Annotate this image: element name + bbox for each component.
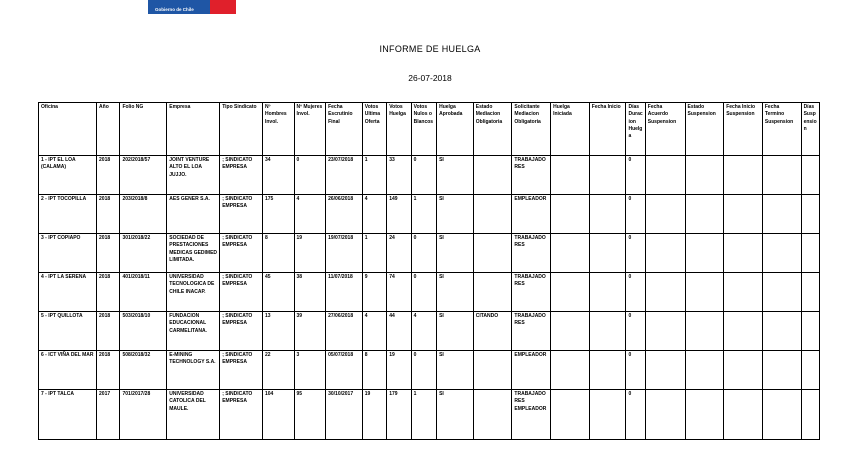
cell-fecha-inicio	[589, 312, 626, 351]
cell-huelga-aprobada: SI	[437, 234, 474, 273]
cell-fecha-inicio-suspension	[724, 156, 763, 195]
cell-votos-ultima-oferta: 8	[362, 351, 386, 390]
cell-mujeres: 19	[294, 234, 326, 273]
cell-solicitante-mediacion: EMPLEADOR	[512, 195, 551, 234]
cell-fecha-escrutinio: 23/07/2018	[326, 156, 363, 195]
cell-mujeres: 39	[294, 312, 326, 351]
cell-estado-mediacion	[473, 351, 512, 390]
col-header: Días Duracion Huelga	[626, 103, 645, 156]
cell-votos-ultima-oferta: 1	[362, 156, 386, 195]
cell-dias-duracion: 0	[626, 273, 645, 312]
cell-fecha-inicio-suspension	[724, 390, 763, 440]
cell-estado-mediacion: CITANDO	[473, 312, 512, 351]
col-header: Fecha Escrutinio Final	[326, 103, 363, 156]
cell-estado-suspension	[685, 156, 724, 195]
cell-huelga-aprobada: SI	[437, 156, 474, 195]
cell-tipo-sindicato: ; SINDICATO EMPRESA	[220, 195, 263, 234]
cell-empresa: AES GENER S.A.	[167, 195, 220, 234]
cell-hombres: 45	[262, 273, 294, 312]
report-date: 26-07-2018	[408, 73, 452, 83]
cell-dias-suspension	[801, 195, 819, 234]
cell-ano: 2018	[97, 351, 120, 390]
cell-estado-mediacion	[473, 273, 512, 312]
col-header: Días Suspension	[801, 103, 819, 156]
cell-solicitante-mediacion: TRABAJADORES	[512, 273, 551, 312]
cell-fecha-inicio-suspension	[724, 312, 763, 351]
col-header: Huelga Iniciada	[551, 103, 590, 156]
cell-solicitante-mediacion: TRABAJADORES EMPLEADOR	[512, 390, 551, 440]
cell-huelga-aprobada: SI	[437, 351, 474, 390]
cell-dias-suspension	[801, 312, 819, 351]
cell-estado-suspension	[685, 390, 724, 440]
cell-estado-suspension	[685, 273, 724, 312]
cell-votos-huelga: 74	[387, 273, 411, 312]
cell-tipo-sindicato: ; SINDICATO EMPRESA	[220, 156, 263, 195]
cell-fecha-termino-suspension	[762, 351, 801, 390]
cell-oficina: 4 - IPT LA SERENA	[39, 273, 97, 312]
table-row	[39, 273, 820, 312]
cell-estado-mediacion	[473, 195, 512, 234]
cell-folio: 203/2018/8	[120, 195, 167, 234]
cell-votos-ultima-oferta: 9	[362, 273, 386, 312]
cell-hombres: 13	[262, 312, 294, 351]
cell-fecha-inicio	[589, 273, 626, 312]
cell-hombres: 8	[262, 234, 294, 273]
table-row	[39, 312, 820, 351]
table-row	[39, 195, 820, 234]
cell-folio: 503/2018/10	[120, 312, 167, 351]
cell-votos-huelga: 44	[387, 312, 411, 351]
cell-dias-suspension	[801, 390, 819, 440]
cell-fecha-escrutinio: 26/06/2018	[326, 195, 363, 234]
cell-fecha-acuerdo-suspension	[645, 312, 685, 351]
table-row	[39, 234, 820, 273]
cell-huelga-aprobada: SI	[437, 195, 474, 234]
strike-report-table	[38, 102, 820, 440]
col-header: Votos Huelga	[387, 103, 411, 156]
col-header: Tipo Sindicato	[220, 103, 263, 156]
col-header: Huelga Aprobada	[437, 103, 474, 156]
col-header: Folio NG	[120, 103, 167, 156]
cell-ano: 2018	[97, 195, 120, 234]
cell-folio: 301/2018/22	[120, 234, 167, 273]
cell-huelga-iniciada	[551, 273, 590, 312]
cell-votos-huelga: 24	[387, 234, 411, 273]
cell-fecha-termino-suspension	[762, 156, 801, 195]
cell-huelga-iniciada	[551, 156, 590, 195]
table-row	[39, 156, 820, 195]
cell-fecha-inicio	[589, 156, 626, 195]
cell-dias-suspension	[801, 351, 819, 390]
cell-oficina: 7 - IPT TALCA	[39, 390, 97, 440]
cell-estado-mediacion	[473, 234, 512, 273]
cell-dias-duracion: 0	[626, 156, 645, 195]
cell-votos-huelga: 19	[387, 351, 411, 390]
cell-dias-suspension	[801, 273, 819, 312]
cell-fecha-termino-suspension	[762, 273, 801, 312]
cell-fecha-acuerdo-suspension	[645, 234, 685, 273]
col-header: Votos Nulos o Blancos	[411, 103, 436, 156]
cell-votos-ultima-oferta: 4	[362, 195, 386, 234]
cell-votos-huelga: 179	[387, 390, 411, 440]
cell-mujeres: 0	[294, 156, 326, 195]
cell-votos-nulos: 1	[411, 390, 436, 440]
gobierno-logo	[148, 0, 236, 14]
cell-votos-nulos: 1	[411, 195, 436, 234]
cell-oficina: 5 - IPT QUILLOTA	[39, 312, 97, 351]
cell-tipo-sindicato: ; SINDICATO EMPRESA	[220, 312, 263, 351]
cell-folio: 508/2018/32	[120, 351, 167, 390]
cell-ano: 2017	[97, 390, 120, 440]
cell-estado-suspension	[685, 195, 724, 234]
cell-hombres: 34	[262, 156, 294, 195]
col-header: Solicitante Mediacion Obligatoria	[512, 103, 551, 156]
cell-votos-ultima-oferta: 19	[362, 390, 386, 440]
cell-fecha-escrutinio: 05/07/2018	[326, 351, 363, 390]
cell-solicitante-mediacion: TRABAJADORES	[512, 312, 551, 351]
cell-fecha-inicio	[589, 234, 626, 273]
cell-oficina: 3 - IPT COPIAPO	[39, 234, 97, 273]
cell-fecha-termino-suspension	[762, 195, 801, 234]
cell-fecha-escrutinio: 27/06/2018	[326, 312, 363, 351]
cell-empresa: E-MINING TECHNOLOGY S.A.	[167, 351, 220, 390]
cell-huelga-aprobada: SI	[437, 273, 474, 312]
cell-folio: 202/2018/57	[120, 156, 167, 195]
cell-fecha-acuerdo-suspension	[645, 195, 685, 234]
cell-huelga-iniciada	[551, 351, 590, 390]
cell-fecha-inicio	[589, 195, 626, 234]
cell-empresa: UNIVERSIDAD TECNOLOGICA DE CHILE INACAP.	[167, 273, 220, 312]
cell-ano: 2018	[97, 273, 120, 312]
cell-votos-nulos: 4	[411, 312, 436, 351]
logo-text: Gobierno de Chile	[148, 0, 210, 14]
cell-votos-ultima-oferta: 1	[362, 234, 386, 273]
cell-folio: 701/2017/28	[120, 390, 167, 440]
cell-dias-suspension	[801, 234, 819, 273]
cell-votos-ultima-oferta: 4	[362, 312, 386, 351]
cell-fecha-inicio-suspension	[724, 195, 763, 234]
cell-votos-nulos: 0	[411, 156, 436, 195]
cell-ano: 2018	[97, 312, 120, 351]
col-header: Fecha Inicio	[589, 103, 626, 156]
cell-fecha-inicio-suspension	[724, 273, 763, 312]
col-header: Nº Mujeres Invol.	[294, 103, 326, 156]
col-header: Votos Ultima Oferta	[362, 103, 386, 156]
logo-red-block	[210, 0, 236, 14]
cell-huelga-iniciada	[551, 312, 590, 351]
cell-dias-duracion: 0	[626, 312, 645, 351]
cell-hombres: 175	[262, 195, 294, 234]
col-header: Fecha Acuerdo Suspension	[645, 103, 685, 156]
cell-fecha-escrutinio: 19/07/2018	[326, 234, 363, 273]
cell-fecha-acuerdo-suspension	[645, 156, 685, 195]
cell-oficina: 2 - IPT TOCOPILLA	[39, 195, 97, 234]
cell-fecha-acuerdo-suspension	[645, 273, 685, 312]
cell-ano: 2018	[97, 234, 120, 273]
cell-dias-duracion: 0	[626, 234, 645, 273]
cell-huelga-aprobada: SI	[437, 390, 474, 440]
cell-oficina: 1 - IPT EL LOA (CALAMA)	[39, 156, 97, 195]
col-header: Estado Suspension	[685, 103, 724, 156]
cell-votos-nulos: 0	[411, 273, 436, 312]
table-row	[39, 390, 820, 440]
cell-huelga-aprobada: SI	[437, 312, 474, 351]
cell-hombres: 104	[262, 390, 294, 440]
cell-solicitante-mediacion: TRABAJADORES	[512, 156, 551, 195]
col-header: Empresa	[167, 103, 220, 156]
cell-dias-duracion: 0	[626, 351, 645, 390]
cell-solicitante-mediacion: EMPLEADOR	[512, 351, 551, 390]
cell-ano: 2018	[97, 156, 120, 195]
cell-fecha-acuerdo-suspension	[645, 351, 685, 390]
cell-mujeres: 95	[294, 390, 326, 440]
cell-solicitante-mediacion: TRABAJADORES	[512, 234, 551, 273]
col-header: Estado Mediacion Obligatoria	[473, 103, 512, 156]
cell-fecha-inicio	[589, 351, 626, 390]
cell-fecha-inicio	[589, 390, 626, 440]
cell-huelga-iniciada	[551, 390, 590, 440]
col-header: Fecha Inicio Suspension	[724, 103, 763, 156]
cell-mujeres: 3	[294, 351, 326, 390]
cell-oficina: 6 - ICT VIÑA DEL MAR	[39, 351, 97, 390]
cell-estado-suspension	[685, 234, 724, 273]
cell-empresa: JOINT VENTURE ALTO EL LOA JUJJO.	[167, 156, 220, 195]
cell-mujeres: 38	[294, 273, 326, 312]
cell-votos-huelga: 33	[387, 156, 411, 195]
cell-tipo-sindicato: ; SINDICATO EMPRESA	[220, 273, 263, 312]
cell-fecha-termino-suspension	[762, 234, 801, 273]
cell-empresa: FUNDACION EDUCACIONAL CARMELITANA.	[167, 312, 220, 351]
cell-huelga-iniciada	[551, 195, 590, 234]
cell-fecha-termino-suspension	[762, 390, 801, 440]
cell-votos-nulos: 0	[411, 351, 436, 390]
cell-votos-nulos: 0	[411, 234, 436, 273]
cell-folio: 401/2018/11	[120, 273, 167, 312]
cell-votos-huelga: 149	[387, 195, 411, 234]
cell-dias-suspension	[801, 156, 819, 195]
cell-estado-mediacion	[473, 390, 512, 440]
cell-hombres: 22	[262, 351, 294, 390]
col-header: Oficina	[39, 103, 97, 156]
cell-dias-duracion: 0	[626, 390, 645, 440]
cell-tipo-sindicato: ; SINDICATO EMPRESA	[220, 390, 263, 440]
cell-estado-suspension	[685, 312, 724, 351]
report-title: INFORME DE HUELGA	[379, 44, 481, 54]
cell-estado-mediacion	[473, 156, 512, 195]
table-header-row	[39, 103, 820, 156]
cell-empresa: UNIVERSIDAD CATOLICA DEL MAULE.	[167, 390, 220, 440]
col-header: Fecha Termino Suspension	[762, 103, 801, 156]
cell-fecha-inicio-suspension	[724, 351, 763, 390]
cell-dias-duracion: 0	[626, 195, 645, 234]
cell-empresa: SOCIEDAD DE PRESTACIONES MEDICAS GEDIMED LIMITADA.	[167, 234, 220, 273]
cell-fecha-escrutinio: 30/10/2017	[326, 390, 363, 440]
cell-fecha-inicio-suspension	[724, 234, 763, 273]
cell-tipo-sindicato: ; SINDICATO EMPRESA	[220, 351, 263, 390]
cell-estado-suspension	[685, 351, 724, 390]
cell-fecha-termino-suspension	[762, 312, 801, 351]
table-body	[39, 156, 820, 440]
col-header: Nº Hombres Invol.	[262, 103, 294, 156]
cell-fecha-escrutinio: 11/07/2018	[326, 273, 363, 312]
table-row	[39, 351, 820, 390]
cell-huelga-iniciada	[551, 234, 590, 273]
cell-mujeres: 4	[294, 195, 326, 234]
cell-tipo-sindicato: ; SINDICATO EMPRESA	[220, 234, 263, 273]
cell-fecha-acuerdo-suspension	[645, 390, 685, 440]
col-header: Año	[97, 103, 120, 156]
